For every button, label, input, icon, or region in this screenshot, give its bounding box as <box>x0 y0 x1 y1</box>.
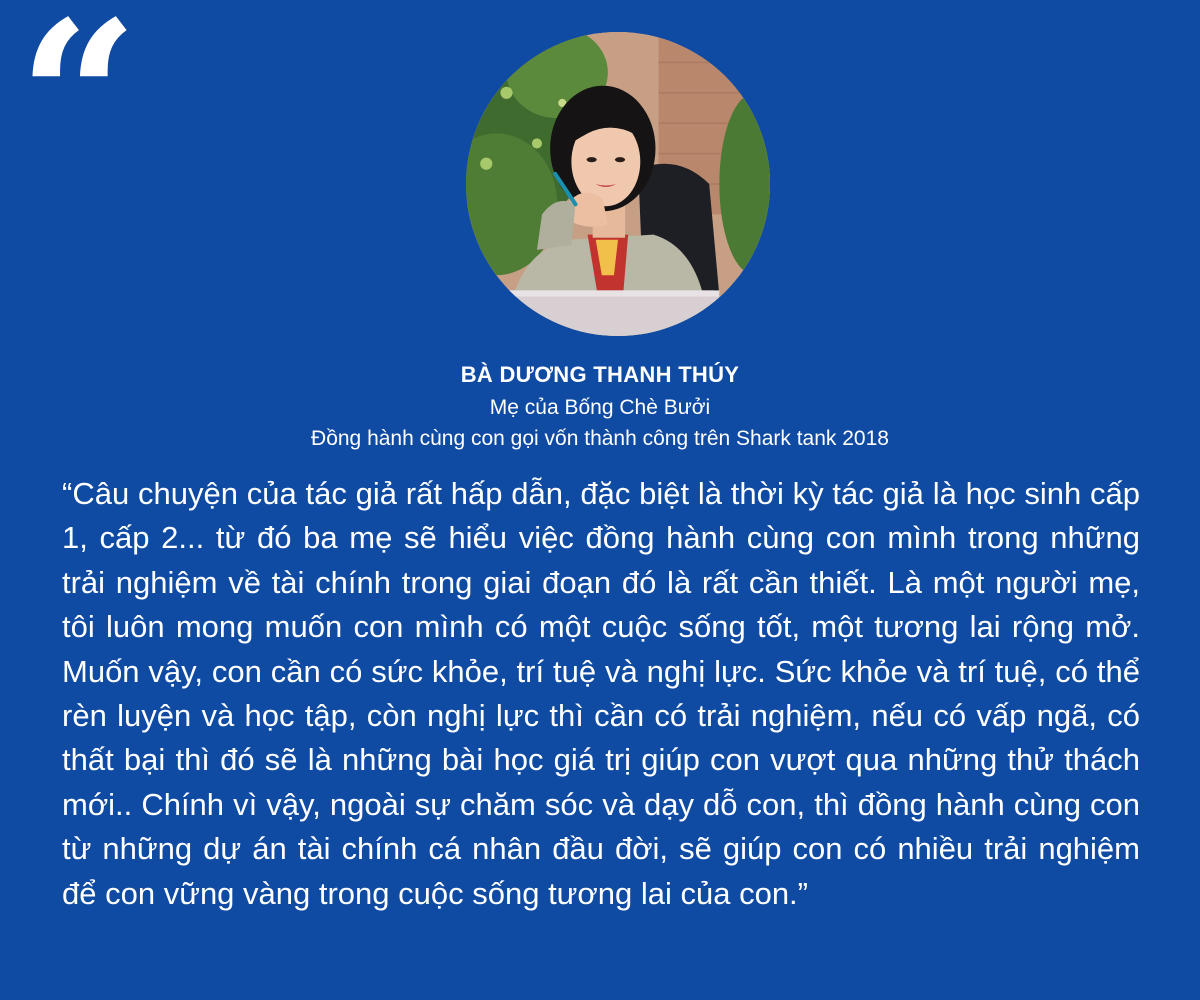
portrait-photo <box>466 32 770 336</box>
person-name: BÀ DƯƠNG THANH THÚY <box>460 362 740 387</box>
quote-mark-icon: “ <box>18 0 139 222</box>
person-achievement: Đồng hành cùng con gọi vốn thành công trên Shark tank 2018 <box>311 427 889 450</box>
testimonial-quote: “Câu chuyện của tác giả rất hấp dẫn, đặc biệt là thời kỳ tác giả là học sinh cấp 1, cấp 2... từ đó ba mẹ sẽ hiểu việc đồng hành cùng con mình trong những trải nghiệm về tài chính trong giai đoạn đó là rất cần thiết. Là một người mẹ, tôi luôn mong muốn con mình có một cuộc sống tốt, một tương lai rộng mở. Muốn vậy, con cần có sức khỏe, trí tuệ và nghị lực. Sức khỏe và trí tuệ, có thể rèn luyện và học tập, còn nghị lực thì cần có trải nghiệm, nếu có vấp ngã, có thất bại thì đó sẽ là những bài học giá trị giúp con vượt qua những thử thách mới.. Chính vì vậy, ngoài sự chăm sóc và dạy dỗ con, thì đồng hành cùng con từ những dự án tài chính cá nhân đầu đời, sẽ giúp con có nhiều trải nghiệm để con vững vàng trong cuộc sống tương lai của con.” <box>62 476 1140 911</box>
person-role: Mẹ của Bống Chè Bưởi <box>489 396 711 419</box>
avatar <box>466 32 770 336</box>
